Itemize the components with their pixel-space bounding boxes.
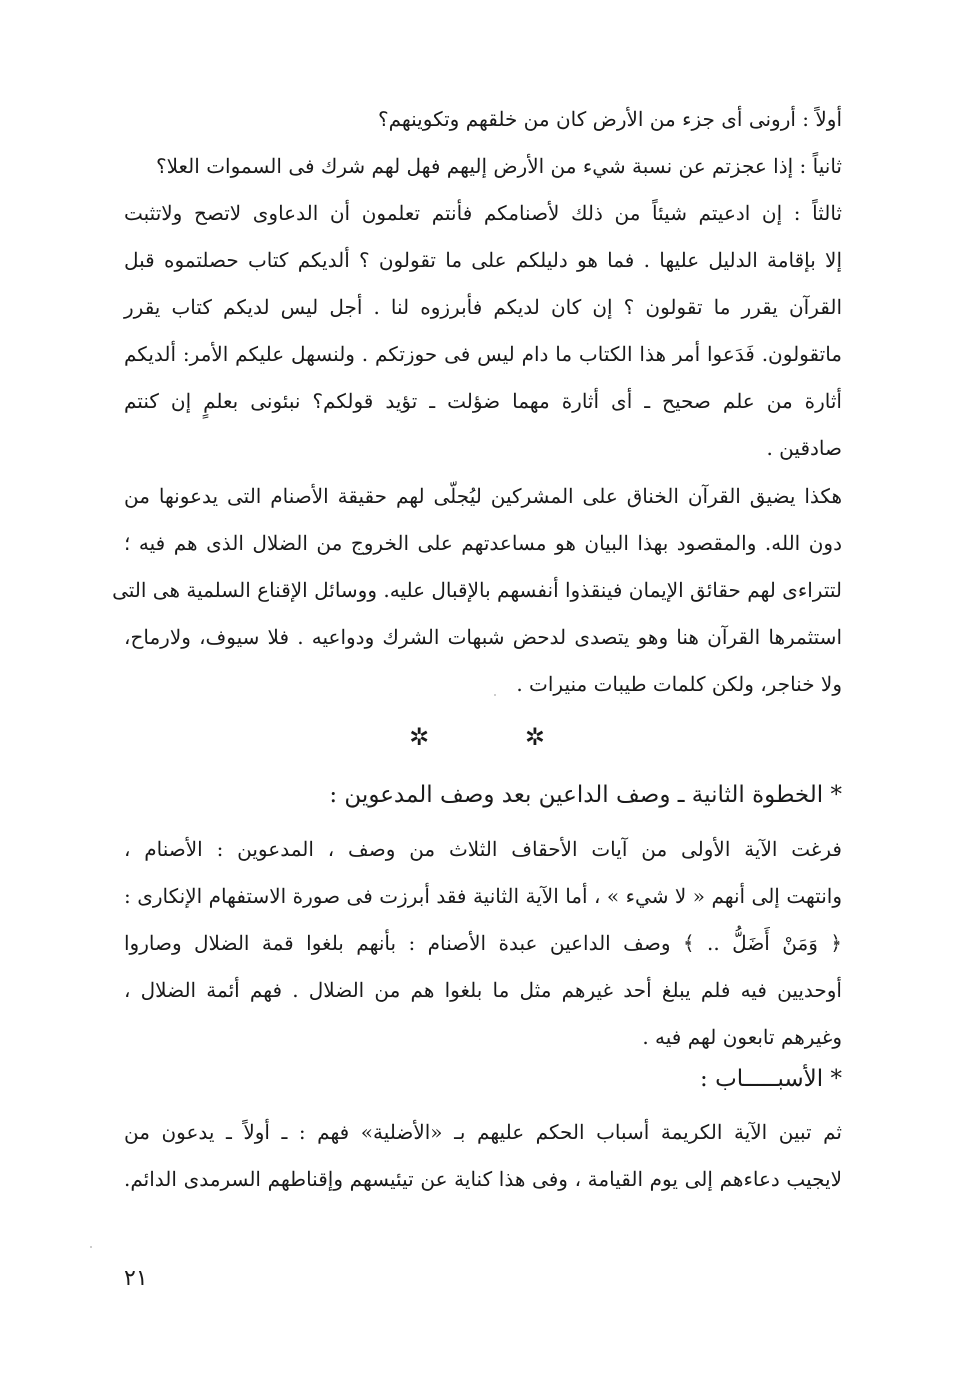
section-heading: * الخطوة الثانية ـ وصف الداعين بعد وصف المدعوين : — [329, 782, 842, 808]
text-line: ماتقولون. فَدَعوا أمر هذا الكتاب ما دام ليس فى حوزتكم . ولنسهل عليكم الأمر: ألديكم — [124, 342, 842, 366]
text-line: القرآن يقرر ما تقولون ؟ إن كان لديكم فأبرزوه لنا . أجل ليس لديكم كتاب يقرر — [124, 295, 842, 319]
text-line: أوحديين فيه فلم يبلغ أحد غيرهم مثل ما بلغوا هم من الضلال . فهم أئمة الضلال ، — [124, 978, 842, 1002]
scan-speck — [494, 694, 496, 696]
text-line: وانتهت إلى أنهم « لا شيء » ، أما الآية الثانية فقد أبرزت فى صورة الاستفهام الإنكارى : — [124, 884, 842, 908]
text-line: ولا خناجر، ولكن كلمات طيبات منيرات . — [516, 672, 842, 696]
text-line: وغيرهم تابعون لهم فيه . — [642, 1025, 842, 1049]
text-line: استثمرها القرآن هنا وهو يتصدى لدحض شبهات الشرك ودواعيه . فلا سيوف، ولارماح، — [124, 625, 842, 649]
scan-speck — [90, 1246, 92, 1248]
text-line: ثم تبين الآية الكريمة أسباب الحكم عليهم بـ «الأضلية» فهم : ـ أولاً ـ يدعون من — [124, 1120, 842, 1144]
text-line: هكذا يضيق القرآن الخناق على المشركين ليُجلّى لهم حقيقة الأصنام التى يدعونها من — [124, 484, 842, 508]
text-line: ثالثاً : إن ادعيتم شيئاً من ذلك لأصنامكم فأنتم تعلمون أن الدعاوى لاتصح ولاتثبت — [124, 201, 842, 225]
text-line: ﴿ وَمَنْ أَضَلُّ .. ﴾ وصف الداعين عبدة الأصنام : بأنهم بلغوا قمة الضلال وصاروا — [124, 931, 842, 955]
text-line: أثارة من علم صحيح ـ أى أثارة مهما ضؤلت ـ تؤيد قولكم؟ نبئونى بعلمٍ إن كنتم — [124, 389, 842, 413]
text-line: صادقين . — [766, 436, 842, 460]
section-heading: * الأسبـــــاب : — [700, 1066, 842, 1092]
text-line: فرغت الآية الأولى من آيات الأحقاف الثلاث من وصف ، المدعوين : الأصنام ، — [124, 837, 842, 861]
text-line: لتتراءى لهم حقائق الإيمان فينقذوا أنفسهم بالإقبال عليه. ووسائل الإقناع السلمية هى التى — [112, 578, 842, 602]
text-line: دون الله. والمقصود بهذا البيان هو مساعدتهم على الخروج من الضلال الذى هم فيه ؛ — [124, 531, 842, 555]
section-separator — [0, 722, 954, 752]
page-number: ٢١ — [124, 1266, 148, 1291]
text-line: أولاً : أرونى أى جزء من الأرض كان من خلقهم وتكوينهم؟ — [377, 107, 842, 131]
text-line: إلا بإقامة الدليل عليها . فما هو دليلكم على ما تقولون ؟ ألديكم كتاب حصلتموه قبل — [124, 248, 842, 272]
asterisk-ornament-icon: ✲ — [524, 723, 545, 751]
asterisk-ornament-icon: ✲ — [409, 723, 430, 751]
text-line: لايجيب دعاءهم إلى يوم القيامة ، وفى هذا كناية عن تيئيسهم وإقناطهم السرمدى الدائم. — [124, 1167, 842, 1191]
text-line: ثانياً : إذا عجزتم عن نسبة شيء من الأرض إليهم فهل لهم شرك فى السموات العلا؟ — [155, 154, 842, 178]
